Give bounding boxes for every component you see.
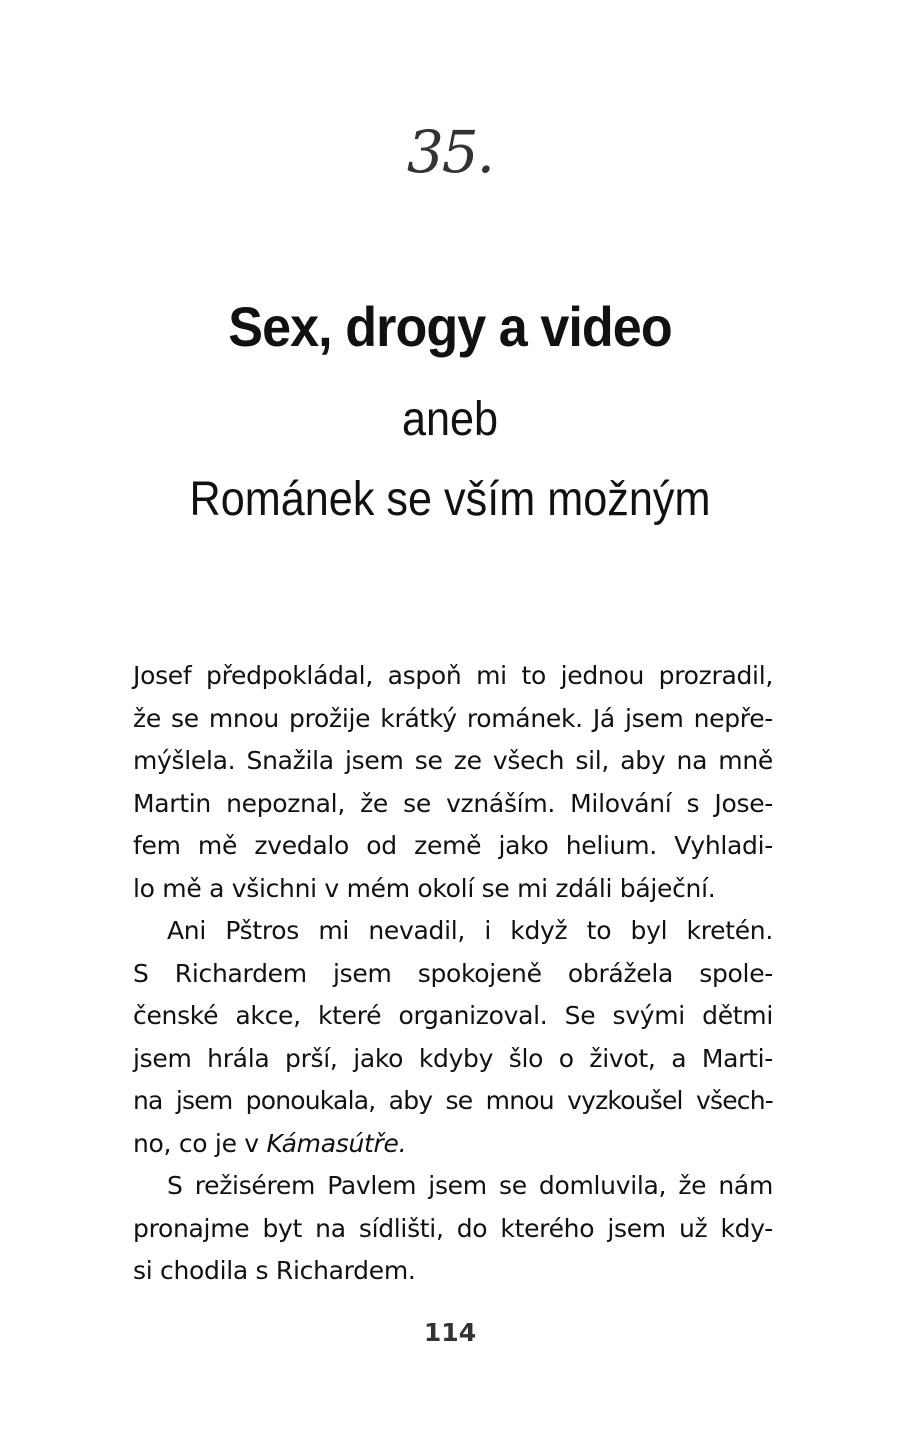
text-line: pronajme byt na sídlišti, do kterého jsem už kdy-	[133, 1213, 773, 1243]
text-line: Martin nepoznal, že se vznáším. Milování s Jose-	[133, 788, 773, 818]
text-line: mýšlela. Snažila jsem se ze všech sil, aby na mně	[133, 746, 773, 775]
chapter-title: Sex, drogy a video	[228, 295, 672, 358]
text-line: lo mě a všichni v mém okolí se mi zdáli báječní.	[133, 873, 716, 903]
text-line: Ani Pštros mi nevadil, i když to byl kretén.	[167, 916, 773, 945]
page-number: 114	[423, 1318, 477, 1347]
body-text	[133, 655, 773, 1293]
text-line: jsem hrála prší, jako kdyby šlo o život, a Marti-	[133, 1043, 773, 1073]
text-line-with-emphasis	[133, 1123, 773, 1166]
text-line: Josef předpokládal, aspoň mi to jednou prozradil,	[133, 661, 773, 690]
text-line: na jsem ponoukala, aby se mnou vyzkoušel všech-	[133, 1086, 773, 1115]
emphasized-title: Kámasútře.	[266, 1128, 407, 1158]
text-fragment: no, co je v	[133, 1128, 267, 1158]
chapter-subtitle-connector: aneb	[401, 393, 499, 446]
chapter-number: 35.	[406, 118, 494, 186]
text-line: že se mnou prožije krátký románek. Já jsem nepře-	[133, 703, 773, 733]
text-line: S režisérem Pavlem jsem se domluvila, že nám	[167, 1171, 773, 1200]
chapter-subtitle: Románek se vším možným	[189, 473, 711, 526]
text-line: fem mě zvedalo od země jako helium. Vyhladi-	[133, 831, 773, 860]
text-line: S Richardem jsem spokojeně obrážela spole-	[133, 958, 773, 988]
text-line: čenské akce, které organizoval. Se svými dětmi	[133, 1001, 773, 1030]
text-line: si chodila s Richardem.	[133, 1256, 416, 1285]
